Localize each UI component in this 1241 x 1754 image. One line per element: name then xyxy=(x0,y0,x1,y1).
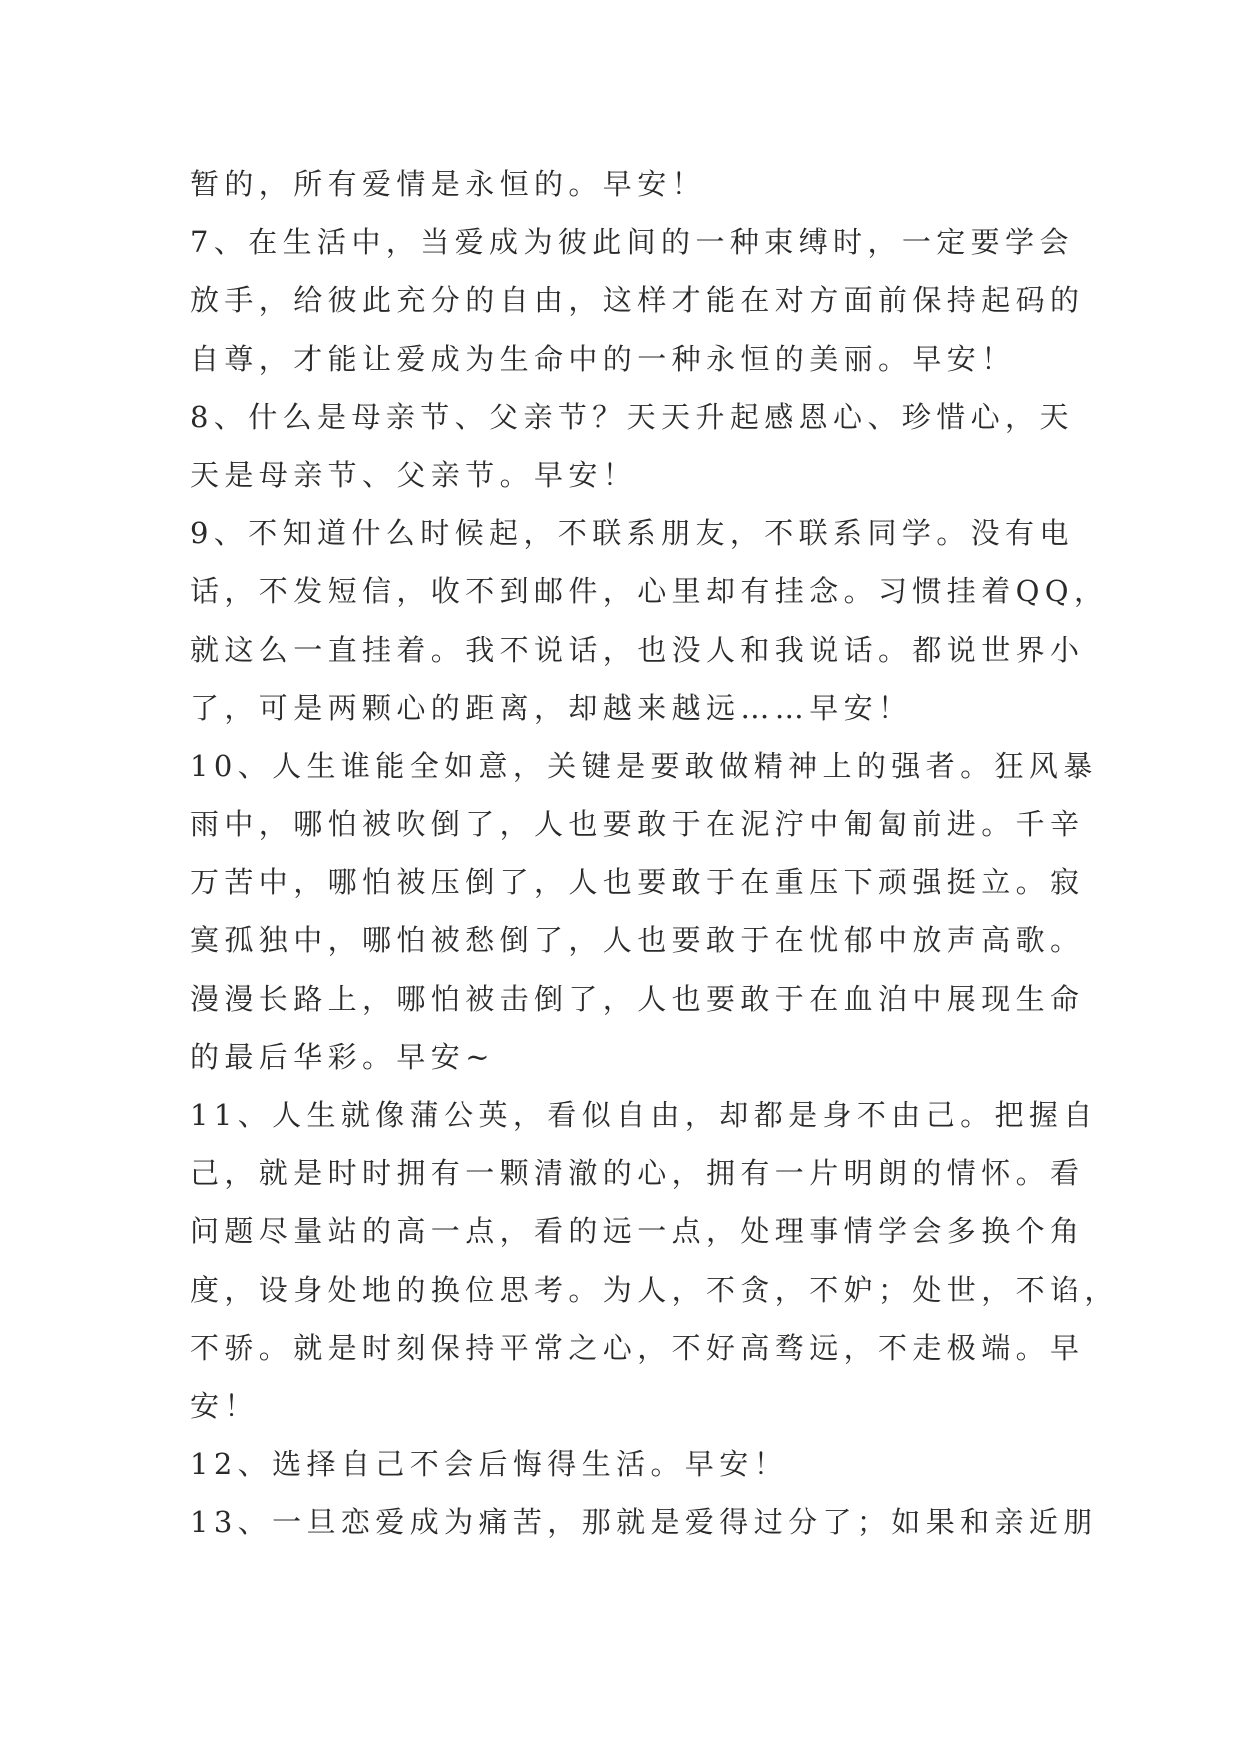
text-line: 11、人生就像蒲公英，看似自由，却都是身不由己。把握自 xyxy=(190,1098,1098,1132)
text-line: 9、不知道什么时候起，不联系朋友，不联系同学。没有电 xyxy=(190,516,1074,551)
text-line: 7、在生活中，当爱成为彼此间的一种束缚时，一定要学会 xyxy=(190,225,1074,260)
text-line: 不骄。就是时刻保持平常之心，不好高骛远，不走极端。早 xyxy=(190,1330,1085,1365)
body-text xyxy=(190,155,1119,1552)
text-line: 度，设身处地的换位思考。为人，不贪，不妒；处世，不谄， xyxy=(190,1272,1119,1307)
text-line: 暂的，所有爱情是永恒的。早安！ xyxy=(190,167,707,201)
text-line: 万苦中，哪怕被压倒了，人也要敢于在重压下顽强挺立。寂 xyxy=(190,865,1085,900)
text-line: 自尊，才能让爱成为生命中的一种永恒的美丽。早安！ xyxy=(190,341,1016,376)
text-line: 8、什么是母亲节、父亲节？天天升起感恩心、珍惜心，天 xyxy=(190,399,1074,434)
text-line: 漫漫长路上，哪怕被击倒了，人也要敢于在血泊中展现生命 xyxy=(190,981,1085,1016)
text-line: 天是母亲节、父亲节。早安！ xyxy=(190,457,638,492)
text-line: 话，不发短信，收不到邮件，心里却有挂念。习惯挂着QQ， xyxy=(190,574,1109,609)
text-line: 寞孤独中，哪怕被愁倒了，人也要敢于在忧郁中放声高歌。 xyxy=(190,923,1085,958)
text-line: 安！ xyxy=(190,1388,259,1423)
text-line: 问题尽量站的高一点，看的远一点，处理事情学会多换个角 xyxy=(190,1214,1085,1249)
text-line: 10、人生谁能全如意，关键是要敢做精神上的强者。狂风暴 xyxy=(190,748,1098,783)
text-line: 了，可是两颗心的距离，却越来越远……早安！ xyxy=(190,690,913,725)
text-line: 己，就是时时拥有一颗清澈的心，拥有一片明朗的情怀。看 xyxy=(190,1156,1085,1191)
text-line: 放手，给彼此充分的自由，这样才能在对方面前保持起码的 xyxy=(190,283,1085,318)
text-line: 雨中，哪怕被吹倒了，人也要敢于在泥泞中匍匐前进。千辛 xyxy=(190,807,1085,842)
text-line: 的最后华彩。早安~ xyxy=(190,1039,495,1074)
text-line: 12、选择自己不会后悔得生活。早安！ xyxy=(190,1447,789,1482)
text-line: 13、一旦恋爱成为痛苦，那就是爱得过分了；如果和亲近朋 xyxy=(190,1505,1098,1540)
text-line: 就这么一直挂着。我不说话，也没人和我说话。都说世界小 xyxy=(190,632,1085,667)
